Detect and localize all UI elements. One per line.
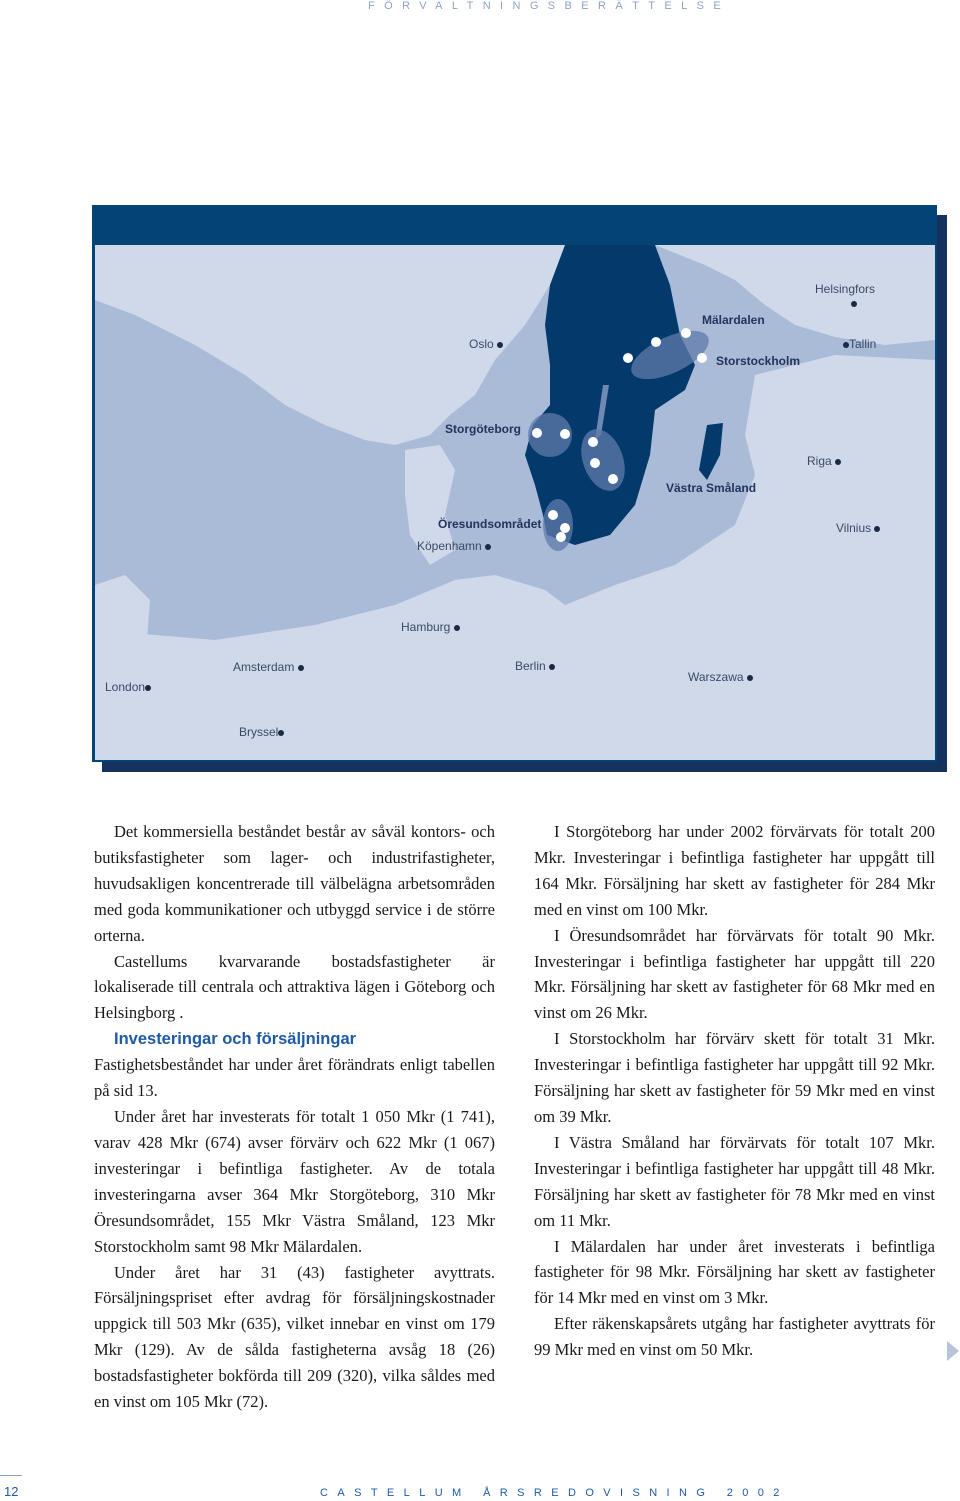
land-finland (655, 245, 935, 345)
map (95, 245, 935, 760)
city-warszawa: Warszawa (688, 670, 753, 684)
city-tallin: Tallin (843, 337, 876, 351)
land-gotland (699, 423, 723, 480)
city-amsterdam: Amsterdam (233, 660, 304, 674)
paragraph: Under året har investerats för totalt 1 050 Mkr (1 741), varav 428 Mkr (674) avser förvärv och 622 Mkr (1 067) investeringar i befintliga fastigheter. Av de totala investeringarna avser 364 Mkr Storgöteborg, 310 Mkr Öresundsområdet, 155 Mkr Västra Småland, 123 Mkr Storstockholm samt 98 Mkr Mälardalen. (94, 1107, 495, 1256)
paragraph: Fastighetsbeståndet har under året förändrats enligt tabellen på sid 13. (94, 1055, 495, 1101)
paragraph: I Mälardalen har under året investerats i befintliga fastigheter för 98 Mkr. Försäljning har skett av fastigheter för 14 Mkr med en vinst om 3 Mkr. (534, 1236, 935, 1308)
city-hamburg: Hamburg (401, 620, 460, 634)
city-vilnius: Vilnius (836, 521, 880, 535)
footer-publication: CASTELLUM ÅRSREDOVISNING 2002 (320, 1487, 789, 1499)
left-column (94, 819, 495, 1415)
city-marker-icon (835, 459, 841, 465)
paragraph: I Öresundsområdet har förvärvats för totalt 90 Mkr. Investeringar i befintliga fastigheter har uppgått till 220 Mkr. Försäljning har skett av fastigheter för 68 Mkr med en vinst om 26 Mkr. (534, 925, 935, 1023)
city-marker-icon (851, 301, 857, 307)
right-column (534, 819, 935, 1363)
city-marker-icon (145, 685, 151, 691)
city-marker-icon (874, 526, 880, 532)
city-marker-icon (454, 625, 460, 631)
footer-rule (0, 1475, 22, 1476)
paragraph: Castellums kvarvarande bostadsfastigheter är lokaliserade till centrala och attraktiva lägen i Göteborg och Helsingborg . (94, 951, 495, 1023)
city-marker-icon (298, 665, 304, 671)
city-oslo: Oslo (469, 337, 503, 351)
city-kopenhamn: Köpenhamn (417, 539, 491, 553)
city-marker-icon (278, 730, 284, 736)
city-marker-icon (549, 664, 555, 670)
page-number: 12 (4, 1484, 19, 1499)
paragraph: I Storgöteborg har under 2002 förvärvats för totalt 200 Mkr. Investeringar i befintliga fastigheter har uppgått till 164 Mkr. Försäljning har skett av fastigheter för 284 Mkr med en vinst om 100 Mkr. (534, 822, 935, 919)
city-bryssel: Bryssel (239, 725, 284, 739)
city-marker-icon (747, 675, 753, 681)
region-oresundsomradet: Öresundsområdet (438, 517, 542, 531)
land-continent (95, 575, 565, 760)
map-graphic (95, 245, 935, 760)
city-london: London (105, 680, 151, 694)
city-helsingfors: Helsingfors (815, 282, 875, 310)
land-sweden (525, 245, 695, 545)
region-storgoteborg: Storgöteborg (445, 422, 521, 436)
region-storstockholm: Storstockholm (716, 354, 801, 368)
region-malardalen: Mälardalen (702, 313, 765, 327)
region-vastra-smaland: Västra Småland (666, 481, 757, 495)
city-marker-icon (485, 544, 491, 550)
city-riga: Riga (807, 454, 841, 468)
paragraph: Efter räkenskapsårets utgång har fastigheter avyttrats för 99 Mkr med en vinst om 50 Mkr. (534, 1314, 935, 1360)
city-berlin: Berlin (515, 659, 555, 673)
city-marker-icon (497, 342, 503, 348)
paragraph: I Storstockholm har förvärv skett för totalt 31 Mkr. Investeringar i befintliga fastigheter har uppgått till 92 Mkr. Försäljning har skett av fastigheter för 59 Mkr med en vinst om 39 Mkr. (534, 1029, 935, 1126)
section-heading: Investeringar och försäljningar (114, 1030, 357, 1049)
paragraph: Det kommersiella beståndet består av såväl kontors- och butiksfastigheter som lager- och industrifastigheter, huvudsakligen koncentrerade till välbelägna arbetsområden med goda kommunikationer och utbyggd service i de större orterna. (94, 822, 495, 945)
paragraph: Under året har 31 (43) fastigheter avyttrats. Försäljningspriset efter avdrag för försäljningskostnader uppgick till 503 Mkr (635), vilket innebar en vinst om 179 Mkr (129). Av de sålda fastigheterna avsåg 18 (26) bostadsfastigheter bokförda till 209 (320), vilka såldes med en vinst om 105 Mkr (72). (94, 1262, 495, 1412)
paragraph: I Västra Småland har förvärvats för totalt 107 Mkr. Investeringar i befintliga fastigheter har uppgått till 48 Mkr. Försäljning har skett av fastigheter för 78 Mkr med en vinst om 11 Mkr. (534, 1132, 935, 1230)
section-header: FÖRVALTNINGSBERÄTTELSE (368, 0, 731, 12)
next-page-arrow-icon[interactable] (947, 1341, 959, 1361)
